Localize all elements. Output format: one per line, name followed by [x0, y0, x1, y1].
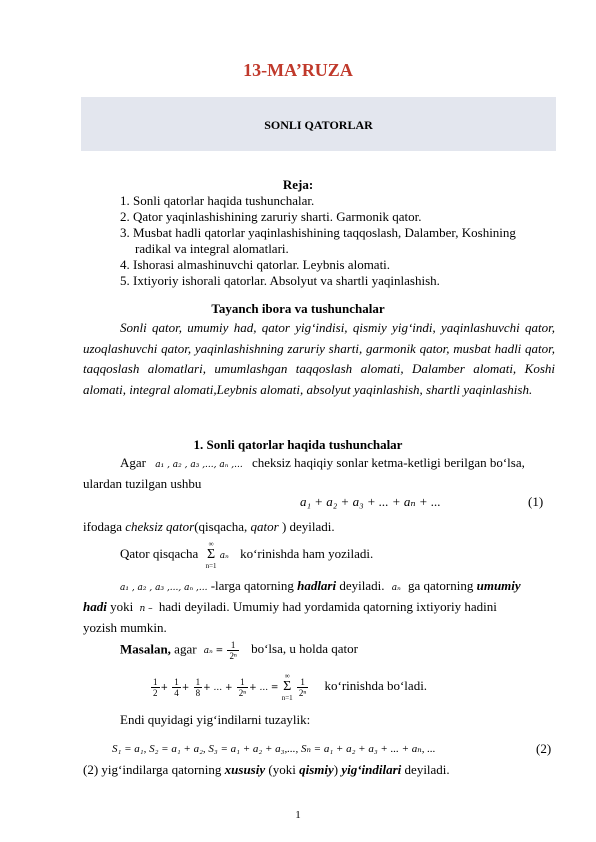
sigma-glyph: Σ	[206, 547, 216, 562]
term-hadi: hadi	[83, 599, 107, 614]
fraction-numerator: 1	[153, 676, 158, 687]
keywords-text: Sonli qator, umumiy had, qator yig‘indisi, qismiy yig‘indi, yaqinlashuvchi qator, uzoqlashuvchi qator, yaqinlashishning zaruriy sharti, garmonik qator, musbat hadli qator, taqqoslash alomatlari, umumlashgan taqqoslash alomati, Dalamber alomati, Koshi alomati, integral alomati,Leybnis alomati, absolyut yaqinlashish, shartli yaqinlashish.	[83, 320, 555, 397]
sum-upper: ∞	[284, 672, 290, 680]
agar-line	[120, 455, 525, 471]
partial-intro: Endi quyidagi yig‘indilarni tuzaylik:	[120, 712, 311, 727]
sum-term: aₙ	[219, 550, 229, 561]
short-pre: Qator qisqacha	[120, 545, 199, 561]
term-qismiy: qismiy	[299, 762, 334, 777]
fraction-numerator: 1	[237, 677, 248, 688]
larga-text: -larga qatorning	[210, 578, 294, 593]
yozish-line: yozish mumkin.	[83, 620, 167, 635]
fraction-denominator: 8	[195, 687, 201, 698]
fraction-numerator: 1	[297, 677, 308, 688]
fraction	[151, 677, 160, 698]
agar-rest: cheksiz haqiqiy sonlar ketma-ketligi berilgan bo‘lsa,	[251, 455, 525, 470]
sum-lower: n=1	[205, 562, 217, 570]
short-post: ko‘rinishda ham yoziladi.	[240, 545, 374, 561]
n-symbol: n –	[139, 604, 153, 614]
ushbu-line: ulardan tuzilgan ushbu	[83, 476, 202, 491]
hadi-rest: hadi deyiladi. Umumiy had yordamida qatorning ixtiyoriy hadini	[158, 599, 497, 614]
sigma-glyph: Σ	[283, 679, 292, 694]
sum-upper: ∞	[208, 540, 214, 548]
fraction-denominator: 2ⁿ	[298, 687, 307, 698]
keywords-paragraph	[83, 318, 555, 400]
agar-word: agar	[174, 641, 197, 657]
fraction-numerator: 1	[195, 676, 201, 687]
text-fragment: (2) yig‘indilarga qatorning	[83, 762, 225, 777]
plan-item: 5. Ixtiyoriy ishorali qatorlar. Absolyut va shartli yaqinlashish.	[120, 273, 440, 288]
sum-symbol	[206, 540, 217, 570]
sequence-formula: a₁ , a₂ , a₃ ,..., aₙ ,...	[120, 583, 208, 593]
fraction	[172, 677, 181, 698]
fraction	[297, 677, 308, 698]
an-symbol: aₙ	[391, 583, 401, 593]
equation-number-2: (2)	[536, 741, 552, 756]
text-fragment: ifodaga	[83, 519, 126, 534]
example-tail: ko‘rinishda bo‘ladi.	[324, 677, 428, 693]
sequence-formula: a₁ , a₂ , a₃ ,..., aₙ ,...	[155, 460, 243, 470]
partial-sums-line	[83, 762, 450, 778]
fraction-numerator: 1	[227, 640, 238, 651]
sum-symbol	[282, 672, 293, 702]
term-cheksiz-qator: cheksiz qator	[125, 519, 195, 534]
fraction-denominator: 4	[174, 687, 179, 698]
term-umumiy: umumiy	[476, 578, 521, 593]
fraction	[237, 677, 248, 698]
example-series: $\frac{1}{2}$ + $\frac{1}{4}$ + $\frac{1}{8}$ + ... + $\frac{1}{\text{2ⁿ}}$ + ... = ∞ Σ n=1 $\frac{1}{\text{2ⁿ}}$ ko‘rinishda bo‘ladi.	[153, 672, 428, 702]
hadi-line	[83, 599, 497, 615]
plan-item: 4. Ishorasi almashinuvchi qatorlar. Leybnis alomati.	[120, 257, 391, 272]
banner-title: SONLI QATORLAR	[264, 118, 373, 132]
plan-item: 3. Musbat hadli qatorlar yaqinlashishining taqqoslash, Dalamber, Koshining radikal va integral alomatlari.	[120, 225, 516, 256]
hadlari-line	[120, 578, 521, 594]
equation-number-1: (1)	[528, 494, 544, 509]
text-fragment: ) deyiladi.	[278, 519, 335, 534]
term-hadlari: hadlari	[297, 578, 337, 593]
keywords-heading: Tayanch ibora va tushunchalar	[211, 301, 385, 316]
text-fragment: )	[333, 762, 342, 777]
fraction-denominator: 2ⁿ	[229, 651, 237, 661]
plan-item: 2. Qator yaqinlashishining zaruriy sharti. Garmonik qator.	[120, 209, 422, 224]
page-title: 13-MA’RUZA	[243, 60, 353, 80]
text-fragment: (yoki	[265, 762, 300, 777]
text-fragment: (qisqacha,	[194, 519, 251, 534]
section-heading: 1. Sonli qatorlar haqida tushunchalar	[193, 437, 403, 452]
short-form-line	[120, 540, 373, 570]
ifodaga-line	[83, 519, 335, 535]
plan-heading: Reja:	[282, 177, 314, 192]
holda-text: bo‘lsa, u holda qator	[251, 641, 358, 657]
fraction-denominator: 2ⁿ	[238, 687, 247, 698]
deyiladi-text: deyiladi.	[339, 578, 385, 593]
partial-sums-formula: S₁ = a₁, S₂ = a₁ + a₂, S₃ = a₁ + a₂ + a₃,..., Sₙ = a₁ + a₂ + a₃ + ... + aₙ, ...	[112, 743, 436, 755]
yoki-text: yoki	[110, 599, 134, 614]
masalan-line	[120, 640, 358, 661]
fraction-denominator: 2	[153, 687, 158, 698]
fraction-numerator: 1	[174, 676, 179, 687]
fraction-1-over-2n	[227, 640, 238, 661]
series-formula: a₁ + a₂ + a₃ + ... + aₙ + ...	[300, 494, 441, 509]
page-number: 1	[295, 809, 301, 821]
plan-item: 1. Sonli qatorlar haqida tushunchalar.	[120, 193, 315, 208]
fraction	[194, 677, 203, 698]
sum-lower: n=1	[281, 694, 293, 702]
an-equals: aₙ =	[203, 646, 224, 657]
text-fragment: deyiladi.	[401, 762, 450, 777]
term-qator: qator	[250, 519, 279, 534]
term-xususiy: xususiy	[224, 762, 266, 777]
agar-word: Agar	[120, 455, 146, 470]
term-yigindilari: yig‘indilari	[341, 762, 402, 777]
masalan-word: Masalan,	[120, 641, 171, 657]
ga-qatorning: ga qatorning	[408, 578, 474, 593]
plan-list	[120, 193, 555, 289]
